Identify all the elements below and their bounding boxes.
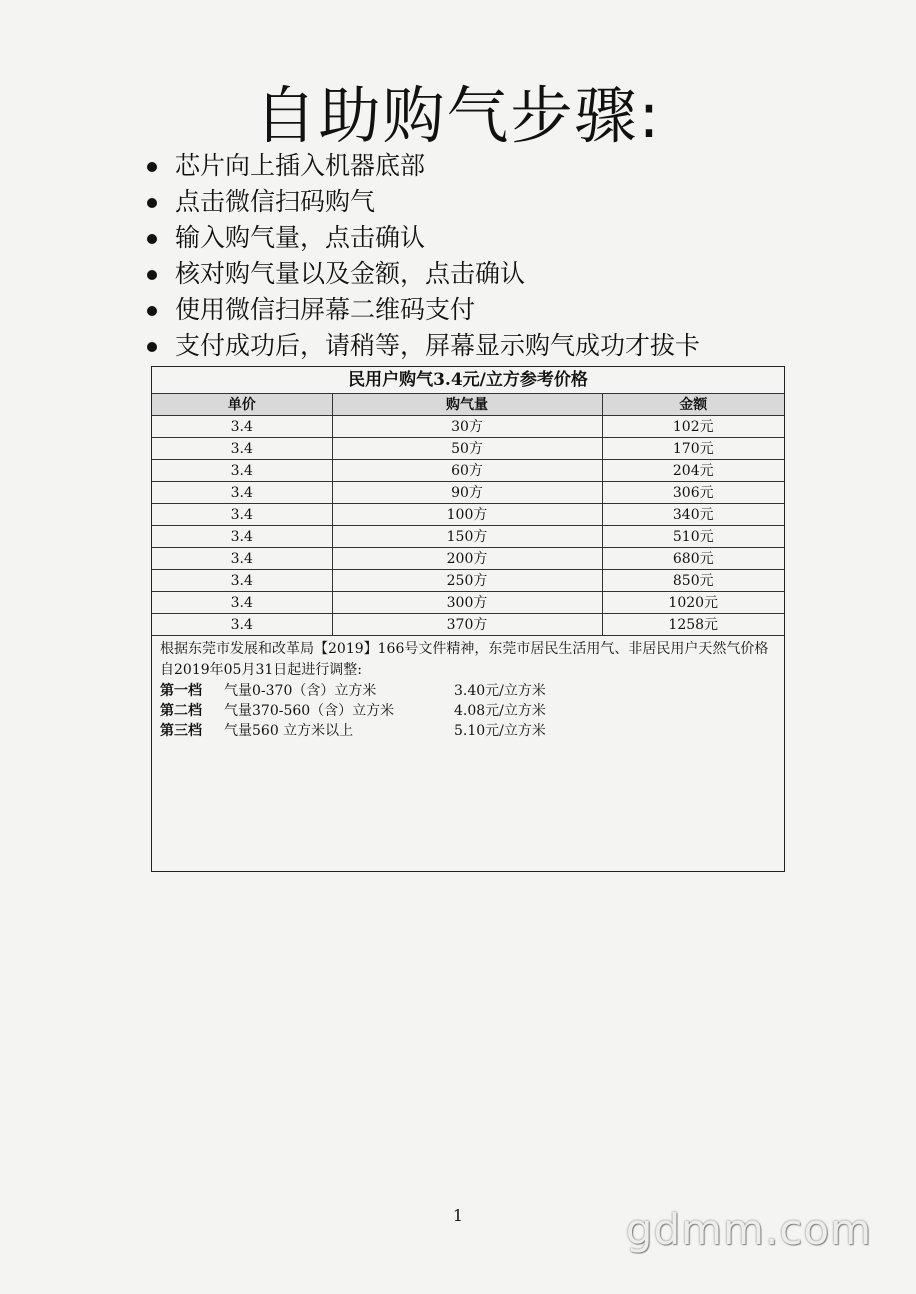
cell-unit-price: 3.4	[152, 482, 332, 504]
cell-unit-price: 3.4	[152, 438, 332, 460]
cell-amount: 204元	[602, 460, 784, 482]
table-row	[152, 504, 784, 526]
table-row	[152, 460, 784, 482]
tier-row	[160, 701, 776, 721]
cell-unit-price: 3.4	[152, 416, 332, 438]
tier-price: 4.08元/立方米	[454, 703, 546, 719]
tier-range: 气量370-560（含）立方米	[224, 703, 395, 719]
table-row	[152, 592, 784, 614]
cell-volume: 200方	[332, 548, 602, 570]
table-row	[152, 570, 784, 592]
price-notice	[152, 636, 784, 741]
cell-amount: 340元	[602, 504, 784, 526]
cell-amount: 102元	[602, 416, 784, 438]
cell-amount: 850元	[602, 570, 784, 592]
cell-unit-price: 3.4	[152, 570, 332, 592]
step-item: 支付成功后，请稍等，屏幕显示购气成功才拔卡	[145, 328, 700, 364]
cell-amount: 1258元	[602, 614, 784, 636]
cell-unit-price: 3.4	[152, 526, 332, 548]
tier-row	[160, 721, 776, 741]
step-item: 芯片向上插入机器底部	[145, 148, 700, 184]
step-item: 点击微信扫码购气	[145, 184, 700, 220]
notice-text: 根据东莞市发展和改革局【2019】166号文件精神，东莞市居民生活用气、非居民用户天然气价格自2019年05月31日起进行调整:	[160, 641, 769, 678]
tier-label: 第三档	[160, 723, 202, 739]
cell-amount: 1020元	[602, 592, 784, 614]
cell-volume: 90方	[332, 482, 602, 504]
column-header-amount: 金额	[602, 394, 784, 416]
cell-unit-price: 3.4	[152, 548, 332, 570]
watermark: gdmm.com	[625, 1205, 872, 1254]
tier-price: 5.10元/立方米	[454, 723, 546, 739]
cell-volume: 150方	[332, 526, 602, 548]
cell-volume: 60方	[332, 460, 602, 482]
column-header-volume: 购气量	[332, 394, 602, 416]
cell-volume: 300方	[332, 592, 602, 614]
cell-unit-price: 3.4	[152, 592, 332, 614]
table-body	[152, 416, 784, 636]
tier-label: 第一档	[160, 683, 202, 699]
page-title: 自助购气步骤:	[254, 79, 662, 152]
tier-row	[160, 681, 776, 701]
table-row	[152, 614, 784, 636]
cell-unit-price: 3.4	[152, 614, 332, 636]
table-caption: 民用户购气3.4元/立方参考价格	[152, 367, 784, 394]
cell-unit-price: 3.4	[152, 504, 332, 526]
cell-amount: 680元	[602, 548, 784, 570]
tier-range: 气量560 立方米以上	[224, 723, 354, 739]
tier-list	[160, 681, 776, 741]
tier-range: 气量0-370（含）立方米	[224, 683, 377, 699]
cell-volume: 250方	[332, 570, 602, 592]
column-header-unit-price: 单价	[152, 394, 332, 416]
price-box	[151, 366, 785, 872]
step-item: 使用微信扫屏幕二维码支付	[145, 292, 700, 328]
cell-volume: 370方	[332, 614, 602, 636]
cell-volume: 30方	[332, 416, 602, 438]
cell-unit-price: 3.4	[152, 460, 332, 482]
tier-label: 第二档	[160, 703, 202, 719]
steps-list	[145, 148, 700, 364]
table-row	[152, 482, 784, 504]
page-number: 1	[452, 1206, 464, 1225]
table-row	[152, 416, 784, 438]
cell-volume: 50方	[332, 438, 602, 460]
tier-price: 3.40元/立方米	[454, 683, 546, 699]
cell-volume: 100方	[332, 504, 602, 526]
step-item: 核对购气量以及金额，点击确认	[145, 256, 700, 292]
cell-amount: 306元	[602, 482, 784, 504]
cell-amount: 510元	[602, 526, 784, 548]
table-row	[152, 438, 784, 460]
table-row	[152, 548, 784, 570]
step-item: 输入购气量，点击确认	[145, 220, 700, 256]
table-row	[152, 526, 784, 548]
cell-amount: 170元	[602, 438, 784, 460]
price-table	[152, 367, 784, 636]
